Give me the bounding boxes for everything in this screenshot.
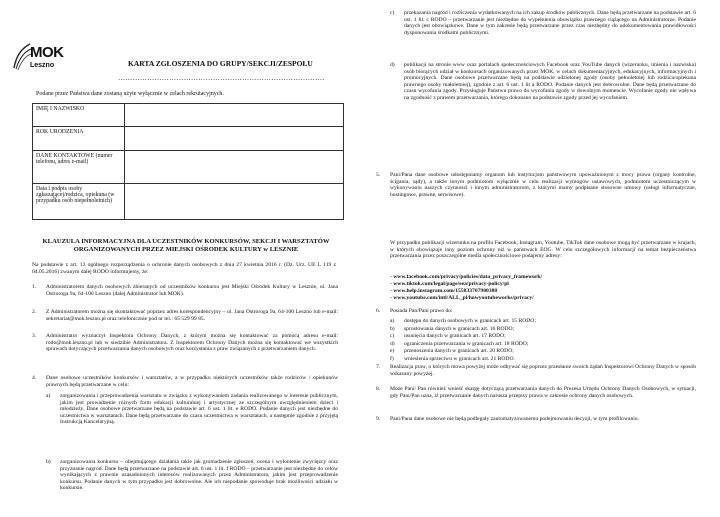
- form-row-contact: [33, 151, 344, 184]
- form-field-birth-year[interactable]: [125, 127, 344, 151]
- form-field-signature[interactable]: [125, 184, 344, 220]
- clause-heading: KLAUZULA INFORMACYJNA DLA UCZESTNIKÓW KONKURSÓW, SEKCJI I WARSZTATÓW ORGANIZOWANYCH PRZEZ MIEJSKI OŚRODEK KULTURY w LESZNIE: [42, 238, 330, 253]
- list-item: 4. Dane osobowe uczestników konkursów i warsztatów, a w przypadku niektórych uczestników także rodziców / opiekunów prawnych będą przetwarzane w celu:: [32, 375, 338, 388]
- form-row-name: [33, 104, 344, 127]
- recruitment-note: Podane przez Państwa dane zostaną użyte wyłącznie w celach rekrutacyjnych.: [36, 91, 224, 97]
- list-item: W przypadku publikacji wizerunku na profilu Facebook, Instagram, Youtube, TikTok dane osobowe mogą być przetwarzane w krajach, w których obowiązuje inny poziom ochrony niż w państwach EOG. W celu szczegółowych informacji na temat bezpieczeństwa przetwarzania przez poszczególne media społecznościowe podajemy adresy:: [390, 240, 696, 259]
- link-tiktok[interactable]: - www.tiktok.com/legal/page/eea/privacy-policy/pl: [390, 281, 509, 287]
- form-label-name: IMIĘ I NAZWISKO: [33, 104, 125, 127]
- mok-logo-mark: [10, 42, 32, 72]
- logo-city: Leszno: [30, 62, 55, 69]
- list-subitem: a) zorganizowania i przeprowadzenia warsztatu w związku z wykonywaniem zadania realizowanego w interesie publicznym, jakim jest prowadzenie różnych form edukacji kulturalnej i artystycznej ze szczególnym uwzględnieniem dzieci i młodzieży. Dane osobowe przetwarzane będą na podstawie art. 6 ust. 1 lit. e RODO. Podanie danych jest niezbędne do uczestnictwa w warsztatach. Dane będą przetwarzane do czasu uczestnictwa w warsztatach, a następnie zgodnie z przyjętą Instrukcją Kancelaryjną.: [46, 393, 338, 425]
- right-items: [376, 10, 696, 428]
- list-item: 8. Może Pani/ Pan również wnieść skargę dotyczącą przetwarzania danych do Prezesa Urzędu Ochrony Danych Osobowych, w sytuacji, gdy Pani/Pan uzna, iż przetwarzanie danych narusza przepisy prawa w zakresie ochrony danych osobowych.: [376, 386, 696, 399]
- list-subitem: d) publikacji na stronie www oraz portalach społecznościowych Facebook oraz YouTube danych (wizerunku, imienia i nazwiska) osób biorących udział w konkursach organizowanych przez MOK, w celach dokumentacyjnych, edukacyjnych, informacyjnych i promocyjnych. Dane osobowe przetwarzane będą na podstawie udzielonej zgody (osoby pełnoletniej lub rodzica/opiekuna prawnego osoby małoletniej), zgodnie z art. 6 ust. 1 lit a RODO. Podanie danych jest dobrowolne. Dane będą przetwarzane do czasu wycofania zgody. Przysługuje Państwu prawo do wycofania zgody w dowolnym momencie. Wycofanie zgody nie wpływa na zgodność z prawem przetwarzania, którego dokonano na podstawie zgody przed jej wycofaniem.: [390, 62, 696, 101]
- left-items: [32, 284, 338, 509]
- link-instagram[interactable]: - www.help.instagram.com/155833707900388: [390, 288, 498, 294]
- list-item: 7. Realizacja praw, o których mowa powyżej może odbywać się poprzez przesłanie swoich żądań Inspektorowi Ochrony Danych w sposób wskazany powyżej.: [376, 364, 696, 377]
- mok-logo: [10, 42, 72, 76]
- logo-brand: MOK: [30, 44, 64, 61]
- application-form-table: [32, 103, 344, 220]
- group-name-line: ………………………………………………………………………….: [118, 74, 325, 82]
- form-field-name[interactable]: [125, 104, 344, 127]
- privacy-links: [376, 274, 696, 308]
- form-label-contact: DANE KONTAKTOWE (numer telefonu, adres e-mail): [33, 151, 125, 184]
- link-facebook[interactable]: - www.facebook.com/privacy/policies/data_privacy_framework/: [390, 274, 543, 280]
- list-item: 5. Pani/Pana dane osobowe udostępniamy organom lub instytucjom państwowym upoważnionym z mocy prawa (organy kontrolne, ścigania, sądy), a także innym podmiotom wyłącznie w celu realizacji wymogów ustawowych, podmiotom uczestniczącym w wykonywaniu naszych czynności i innym administratorom, z którymi mamy podpisane stosowne umowy (usługi informatyczne, hostingowe, prawne, serwisowe).: [376, 172, 696, 198]
- list-item: 3. Administrator wyznaczył Inspektora Ochrony Danych, z którym można się kontaktować za pomocą adresu e-mail: rodo@mok.leszno.pl lub w siedzibie Administratora. Z Inspektorem Ochrony Danych można się kontaktować we wszystkich sprawach dotyczących przetwarzania danych osobowych oraz korzystania z praw związanych z przetwarzaniem danych.: [32, 333, 338, 352]
- form-row-birth-year: [33, 127, 344, 151]
- list-item: 2. Z Administratorem można się skontaktować poprzez adres korespondencyjny – ul. Jana Ostroroga 9a, 64-100 Leszno lub e-mail: sekretariat@mok.leszno.pl oraz telefonicznie pod nr tel.: 65 529 99 85.: [32, 309, 338, 322]
- list-item: 1. Administratorem danych osobowych zbieranych od uczestników konkursu jest Miejski Ośrodek Kultury w Lesznie, ul. Jana Ostroroga 9a, 64-100 Leszno (dalej Administrator lub MOK).: [32, 284, 338, 297]
- rights-list: a) dostępu do danych osobowych w granicach art. 15 RODO; b) sprostowania danych w granicach art. 16 RODO; c) usunięcia danych w granicach art. 17 RODO; d) ograniczenia przetwarzania w granicach art. 18 RODO; e) przenoszenia danych w granicach art. 20 RODO; f) wniesienia sprzeciwu w granicach art. 21 RODO.: [390, 318, 536, 362]
- form-row-signature: [33, 184, 344, 220]
- list-subitem: b) zorganizowania konkursu – obejmującego działania takie jak gromadzenie zgłoszeń, ocena i wyłonienie zwycięzcy oraz przyznanie nagród. Dane będą przetwarzane na podstawie art. 6 ust. 1 lit. f RODO – przetwarzanie jest niezbędne do celów wynikających z prawnie uzasadnionych interesów realizowanych przez Administratora, jakim jest przeprowadzenie konkursu. Podanie danych w tym przypadku jest dobrowolne. Ale ich niepodanie spowoduje brak możliwości udziału w konkursie.: [46, 459, 338, 491]
- form-field-contact[interactable]: [125, 151, 344, 184]
- list-subitem: c) przekazania nagród i rozliczenia wydatkowanych na ich zakup środków publicznych. Dane będą przetwarzane na podstawie art. 6 ust. 1 lit. c RODO – przetwarzanie jest niezbędne do wypełnienia obowiązku prawnego ciążącego na Administratorze. Podanie danych jest obowiązkowe. Dane w tym zakresie będą przetwarzane przez czas niezbędny do udokumentowania prawidłowości dysponowania środkami publicznymi.: [390, 10, 696, 36]
- form-label-signature: Data i podpis osoby zgłaszającej/rodzica, opiekuna (w przypadku osób niepełnoletnich): [33, 184, 125, 220]
- form-label-birth-year: ROK URODZENIA: [33, 127, 125, 151]
- list-item: 9. Pani/Pana dane osobowe nie będą podlegały zautomatyzowanemu podejmowaniu decyzji, w tym profilowaniu.: [376, 416, 640, 422]
- link-youtube[interactable]: - www.youtube.com/intl/ALL_pl/howyoutubeworks/privacy/: [390, 295, 534, 301]
- clause-intro: Na podstawie z art. 13 ogólnego rozporządzenia o ochronie danych osobowych z dnia 27 kwietnia 2016 r. (Dz. Urz. UE L 119 z 04.05.2016) zwanym dalej RODO informujemy, że:: [32, 262, 336, 275]
- list-item: 6. Posiada Pan/Pani prawo do:: [376, 308, 453, 314]
- form-title: KARTA ZGŁOSZENIA DO GRUPY/SEKCJI/ZESPOŁU: [128, 59, 313, 68]
